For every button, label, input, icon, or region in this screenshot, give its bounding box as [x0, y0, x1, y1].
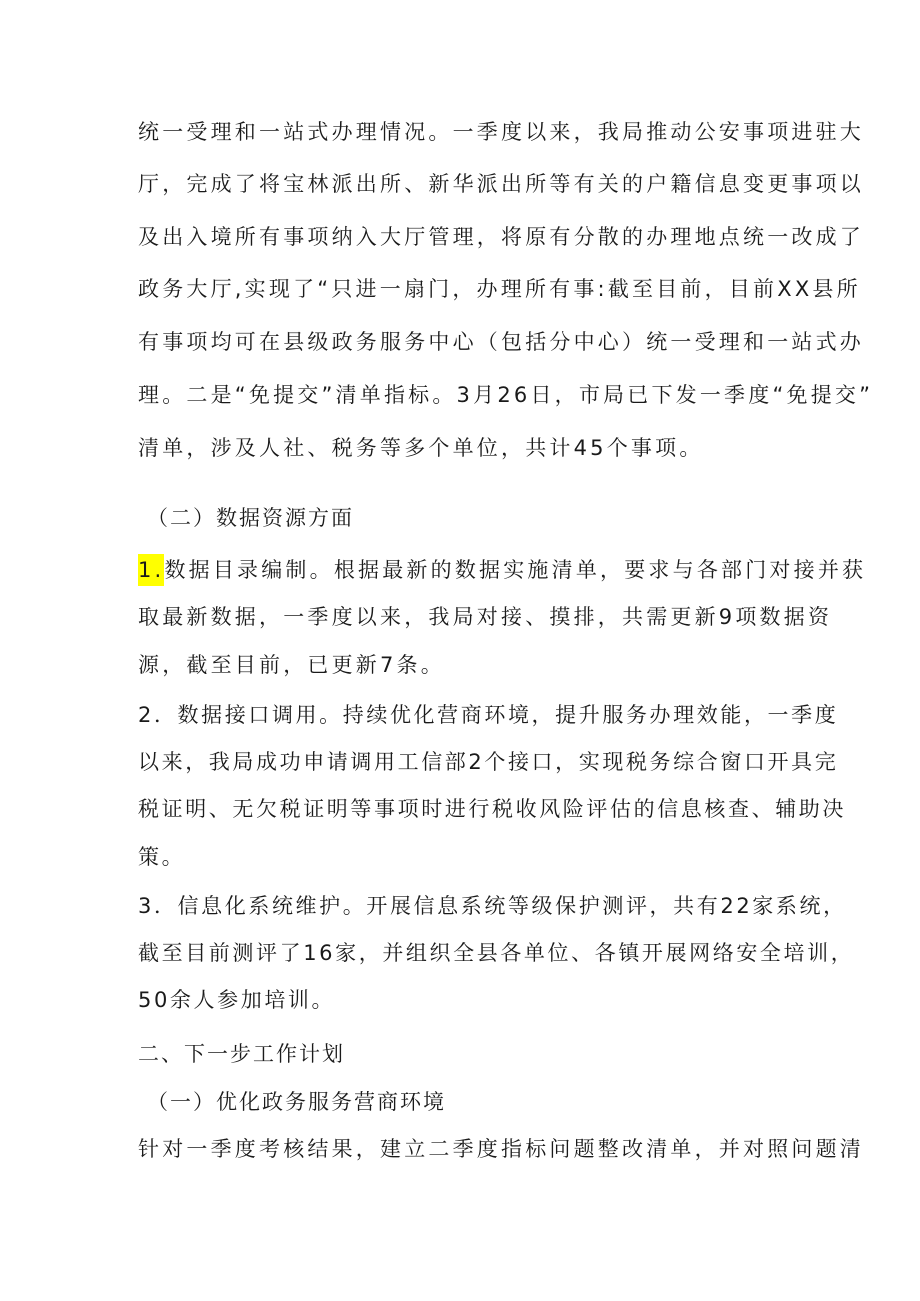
- section-heading-next-plan: 二、下一步工作计划: [138, 1042, 345, 1066]
- subsection-heading-optimize: （一）优化政务服务营商环境: [147, 1090, 446, 1114]
- item3-line-3: 50余人参加培训。: [138, 988, 336, 1012]
- item2-line-4: 策。: [138, 845, 186, 869]
- item2-line-2: 以来，我局成功申请调用工信部2个接口，实现税务综合窗口开具完: [138, 750, 839, 774]
- item3-line-1: 3．信息化系统维护。开展信息系统等级保护测评，共有22家系统，: [138, 894, 847, 918]
- highlighted-item-number: 1.: [138, 554, 164, 586]
- item3-line-2: 截至目前测评了16家，并组织全县各单位、各镇开展网络安全培训，: [138, 941, 855, 965]
- item2-line-3: 税证明、无欠税证明等事项时进行税收风险评估的信息核查、辅助决: [138, 797, 846, 821]
- paragraph-line-5: 有事项均可在县级政务服务中心（包括分中心）统一受理和一站式办: [138, 330, 864, 354]
- paragraph-line-1: 统一受理和一站式办理情况。一季度以来，我局推动公安事项进驻大: [138, 120, 864, 144]
- item2-line-1: 2．数据接口调用。持续优化营商环境，提升服务办理效能，一季度: [138, 703, 839, 727]
- section-heading-data-resources: （二）数据资源方面: [147, 506, 354, 530]
- item1-text: 数据目录编制。根据最新的数据实施清单，要求与各部门对接并获: [164, 558, 867, 582]
- paragraph-line-4: 政务大厅,实现了“只进一扇门，办理所有事:截至目前，目前XX县所: [138, 277, 861, 301]
- paragraph-line-3: 及出入境所有事项纳入大厅管理，将原有分散的办理地点统一改成了: [138, 225, 864, 249]
- paragraph-line-7: 清单，涉及人社、税务等多个单位，共计45个事项。: [138, 436, 704, 460]
- item1-line-1: [138, 555, 866, 585]
- paragraph-line-2: 厅，完成了将宝林派出所、新华派出所等有关的户籍信息变更事项以: [138, 172, 864, 196]
- item1-line-3: 源，截至目前，已更新7条。: [138, 653, 445, 677]
- paragraph-line-6: 理。二是“免提交”清单指标。3月26日，市局已下发一季度“免提交”: [138, 383, 874, 407]
- item1-line-2: 取最新数据，一季度以来，我局对接、摸排，共需更新9项数据资: [138, 605, 833, 629]
- paragraph-last-line: 针对一季度考核结果，建立二季度指标问题整改清单，并对照问题清: [138, 1137, 864, 1161]
